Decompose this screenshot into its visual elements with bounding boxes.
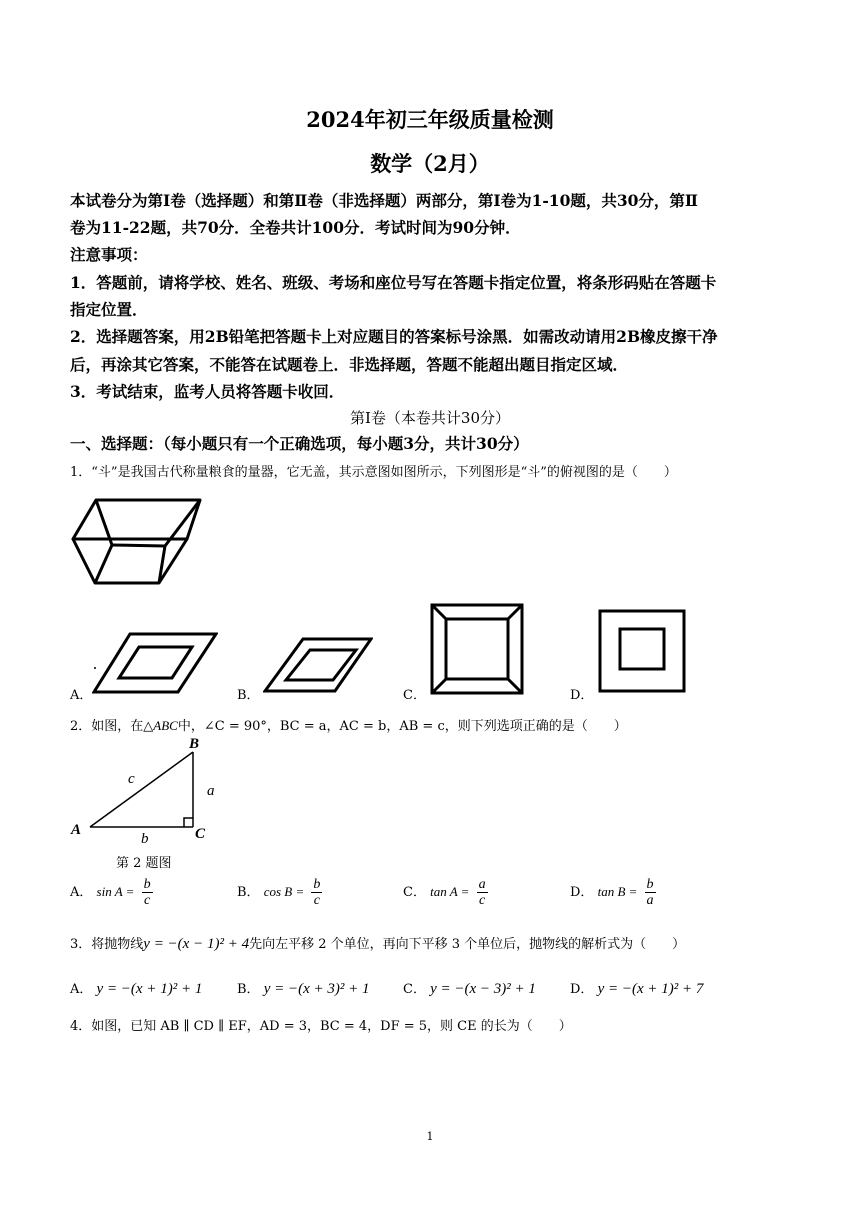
dou-figure (68, 494, 203, 590)
note-1-line-2: 指定位置． (70, 300, 148, 319)
q3-option-a[interactable]: A． y = −(x + 1)² + 1 (70, 981, 203, 997)
vertex-b-label: B (189, 736, 200, 752)
q3-option-c[interactable]: C． y = −(x − 3)² + 1 (403, 981, 536, 997)
page-number: 1 (426, 1130, 434, 1143)
figure-2-caption: 第 2 题图 (116, 856, 172, 871)
vertex-c-label: C (195, 826, 206, 842)
side-b-label: b (141, 831, 149, 844)
note-2-line-1: 2．选择题答案，用2B铅笔把答题卡上对应题目的答案标号涂黑．如需改动请用2B橡皮擦干净 (70, 327, 718, 346)
q3-option-d[interactable]: D． y = −(x + 1)² + 7 (570, 981, 704, 997)
option-a-figure (92, 630, 218, 695)
q1-option-b-label[interactable]: B． (237, 688, 260, 703)
option-b-figure (263, 636, 373, 694)
intro-line-2: 卷为11-22题，共70分．全卷共计100分．考试时间为90分钟． (70, 218, 521, 237)
option-c-figure (430, 603, 524, 695)
notes-title: 注意事项： (70, 245, 148, 264)
vertex-a-label: A (71, 822, 82, 838)
question-4-text: 4．如图，已知 AB ∥ CD ∥ EF，AD = 3，BC = 4，DF = 5，则 CE 的长为（ ） (70, 1019, 572, 1034)
triangle-figure (68, 732, 218, 844)
section-title: 第Ⅰ卷（本卷共计30分） (349, 409, 510, 427)
q1-option-a-label[interactable]: A． (70, 688, 93, 703)
section-heading: 一、选择题：（每小题只有一个正确选项，每小题3分，共计30分） (70, 434, 529, 453)
note-1-line-1: 1．答题前，请将学校、姓名、班级、考场和座位号写在答题卡指定位置，将条形码贴在答题卡 (70, 273, 717, 292)
q1-option-c-label[interactable]: C． (403, 688, 426, 703)
q2-option-b[interactable]: B． cos B = $\frac{b}{c}$ (237, 877, 321, 908)
q2-option-c[interactable]: C． tan A = $\frac{a}{c}$ (403, 877, 486, 908)
q3-option-b[interactable]: B． y = −(x + 3)² + 1 (237, 981, 370, 997)
q1-option-d-label[interactable]: D． (570, 688, 594, 703)
side-c-label: c (128, 771, 135, 787)
page-subtitle: 数学（2月） (370, 151, 490, 176)
page-title: 2024年初三年级质量检测 (306, 107, 554, 132)
note-2-line-2: 后，再涂其它答案，不能答在试题卷上．非选择题，答题不能超出题目指定区域． (70, 355, 629, 374)
q2-option-d[interactable]: D． tan B = $\frac{b}{a}$ (570, 877, 654, 908)
note-3: 3．考试结束，监考人员将答题卡收回． (70, 382, 345, 401)
intro-line-1: 本试卷分为第Ⅰ卷（选择题）和第Ⅱ卷（非选择题）两部分，第Ⅰ卷为1-10题，共30分，第Ⅱ (70, 191, 698, 210)
question-3-text: 3．将抛物线y = −(x − 1)² + 4先向左平移 2 个单位，再向下平移 3 个单位后，抛物线的解析式为（ ） (70, 936, 686, 952)
question-1-text: 1．“斗”是我国古代称量粮食的量器，它无盖，其示意图如图所示，下列图形是“斗”的俯视图的是（ ） (70, 465, 677, 480)
option-d-figure (598, 609, 686, 693)
q2-option-a[interactable]: A． sin A = $\frac{b}{c}$ (70, 877, 151, 908)
question-2-text: 2．如图，在△ABC中，∠C = 90°，BC = a，AC = b，AB = c，则下列选项正确的是（ ） (70, 718, 627, 734)
side-a-label: a (207, 783, 215, 799)
